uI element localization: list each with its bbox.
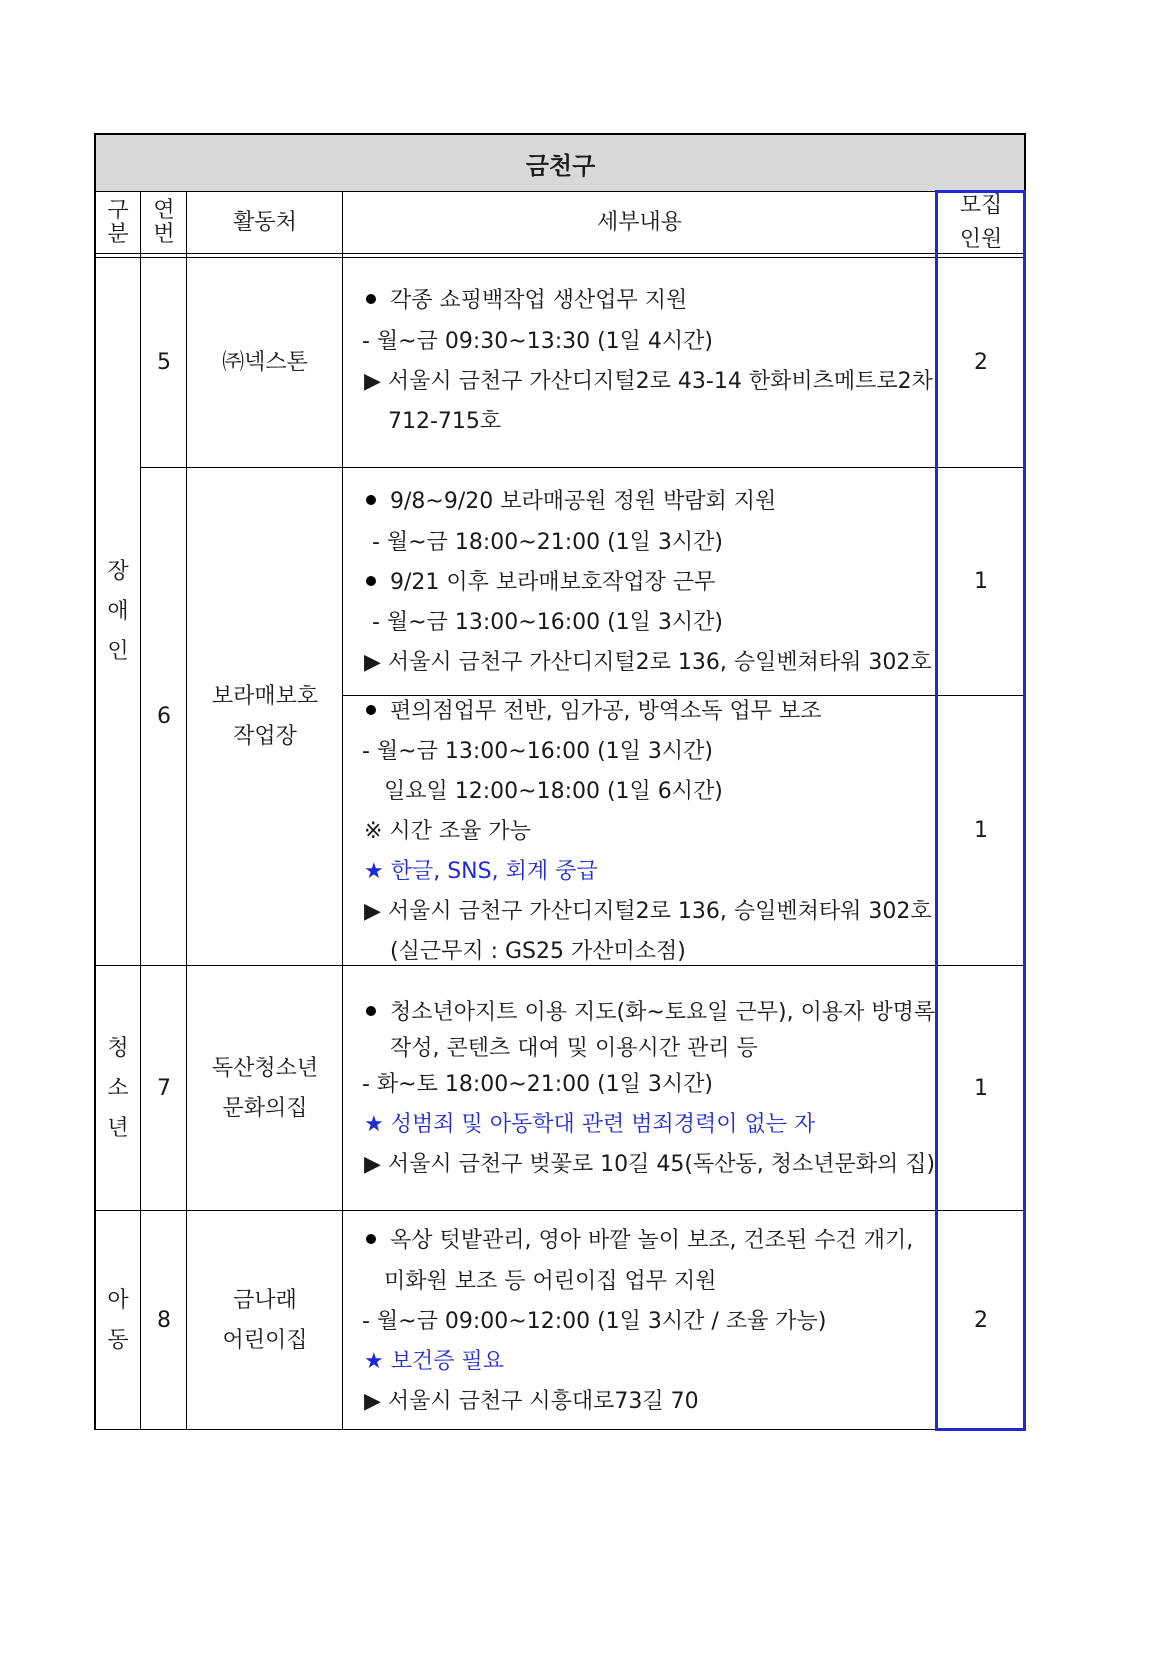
table-title-text: 금천구 xyxy=(525,151,596,180)
row6a-count xyxy=(938,469,1024,695)
row6-number xyxy=(142,469,186,965)
row6a-line-4: - 월~금 13:00~16:00 (1일 3시간) xyxy=(372,610,723,635)
header-recruit xyxy=(938,193,1024,253)
row6a-line-2: - 월~금 18:00~21:00 (1일 3시간) xyxy=(372,530,723,555)
row8-count xyxy=(938,1212,1024,1429)
row7-place-line2: 문화의집 xyxy=(222,1095,308,1121)
row8-count-text: 2 xyxy=(974,1307,988,1333)
row8-place xyxy=(188,1212,342,1429)
row8-place-line1: 금나래 xyxy=(233,1287,297,1313)
row8-place-line2: 어린이집 xyxy=(222,1327,308,1353)
row5-place xyxy=(188,259,342,467)
category-cell-child xyxy=(96,1212,140,1429)
row6b-line-4: ※ 시간 조율 가능 xyxy=(364,819,531,844)
rule-col-cat xyxy=(140,191,141,1430)
row6-place-line1: 보라매보호 xyxy=(211,684,319,709)
header-number xyxy=(142,193,186,253)
category-cell-disabled xyxy=(96,259,140,965)
row6a-line-1 xyxy=(366,487,776,517)
row7-line-5: ▶ 서울시 금천구 벚꽃로 10길 45(독산동, 청소년문화의 집) xyxy=(364,1152,936,1177)
header-place xyxy=(188,193,342,253)
header-details-text: 세부내용 xyxy=(596,210,682,235)
row8-number xyxy=(142,1212,186,1429)
row7-line-1 xyxy=(366,998,935,1028)
row6-place xyxy=(188,469,342,965)
rule-title-bottom xyxy=(95,191,1026,192)
row6-place-line2: 작업장 xyxy=(233,724,297,749)
rule-top xyxy=(95,133,1026,135)
row8-line-4: ★ 보건증 필요 xyxy=(364,1349,504,1374)
row7-count-text: 1 xyxy=(974,1075,988,1101)
row6a-line-5: ▶ 서울시 금천구 가산디지털2로 136, 승일벤쳐타워 302호 xyxy=(364,650,932,675)
rule-col-place xyxy=(342,191,343,1430)
row6b-line-1-text: 편의점업무 전반, 임가공, 방역소독 업무 보조 xyxy=(390,699,822,724)
row6b-line-7: (실근무지 : GS25 가산미소점) xyxy=(390,939,686,964)
row8-line-1 xyxy=(366,1226,913,1256)
header-category-text: 구분 xyxy=(107,198,129,247)
bullet-icon xyxy=(366,1006,376,1016)
row6b-line-1 xyxy=(366,697,822,727)
rule-header-bottom-2 xyxy=(95,257,1026,258)
row5-number-text: 5 xyxy=(157,350,171,375)
category-child-text: 아동 xyxy=(107,1287,129,1353)
rule-row5-bottom xyxy=(141,467,1026,468)
row5-line-3: ▶ 서울시 금천구 가산디지털2로 43-14 한화비츠메트로2차 xyxy=(364,369,933,394)
row7-line-1-text: 청소년아지트 이용 지도(화~토요일 근무), 이용자 방명록 xyxy=(390,1000,936,1025)
bullet-icon xyxy=(366,1234,376,1244)
header-place-text: 활동처 xyxy=(233,210,297,235)
row8-line-3: - 월~금 09:00~12:00 (1일 3시간 / 조율 가능) xyxy=(362,1309,827,1334)
row7-number xyxy=(142,967,186,1210)
row6b-line-3: 일요일 12:00~18:00 (1일 6시간) xyxy=(384,779,723,804)
row8-line-5: ▶ 서울시 금천구 시흥대로73길 70 xyxy=(364,1389,699,1414)
rule-group2-bottom xyxy=(95,1210,1026,1211)
row7-number-text: 7 xyxy=(157,1075,171,1101)
row5-line-1-text: 각종 쇼핑백작업 생산업무 지원 xyxy=(390,288,688,313)
row7-count xyxy=(938,967,1024,1210)
row6b-line-6: ▶ 서울시 금천구 가산디지털2로 136, 승일벤쳐타워 302호 xyxy=(364,899,932,924)
category-youth-text: 청소년 xyxy=(107,1035,129,1141)
bullet-icon xyxy=(366,576,376,586)
row6b-line-2: - 월~금 13:00~16:00 (1일 3시간) xyxy=(362,739,713,764)
row6b-count-text: 1 xyxy=(974,818,988,843)
row5-line-4: 712-715호 xyxy=(388,409,502,434)
rule-bottom xyxy=(95,1429,1026,1430)
header-number-text: 연번 xyxy=(153,198,175,247)
row7-place xyxy=(188,967,342,1210)
row8-number-text: 8 xyxy=(157,1307,171,1333)
row5-place-text: ㈜넥스톤 xyxy=(222,350,308,375)
category-cell-youth xyxy=(96,967,140,1210)
row7-place-line1: 독산청소년 xyxy=(211,1055,319,1081)
row8-line-1-text: 옥상 텃밭관리, 영아 바깥 놀이 보조, 건조된 수건 개기, xyxy=(390,1228,914,1253)
rule-row6-split xyxy=(343,695,1026,696)
row7-line-4: ★ 성범죄 및 아동학대 관련 범죄경력이 없는 자 xyxy=(364,1112,816,1137)
rule-col-num xyxy=(186,191,187,1430)
row5-count-text: 2 xyxy=(974,350,988,375)
row5-number xyxy=(142,259,186,467)
row5-count xyxy=(938,259,1024,467)
category-disabled-text: 장애인 xyxy=(107,559,129,664)
row6-number-text: 6 xyxy=(157,704,171,729)
row7-line-2: 작성, 콘텐츠 대여 및 이용시간 관리 등 xyxy=(390,1036,758,1061)
bullet-icon xyxy=(366,705,376,715)
table-title xyxy=(96,134,1025,192)
header-recruit-text: 모집 인원 xyxy=(959,193,1003,252)
row5-line-2: - 월~금 09:30~13:30 (1일 4시간) xyxy=(362,329,713,354)
row7-line-3: - 화~토 18:00~21:00 (1일 3시간) xyxy=(362,1072,713,1097)
header-details xyxy=(344,193,935,253)
row8-line-2: 미화원 보조 등 어린이집 업무 지원 xyxy=(384,1269,717,1294)
rule-header-bottom xyxy=(95,253,1026,254)
row6a-count-text: 1 xyxy=(974,569,988,594)
row5-line-1 xyxy=(366,286,687,316)
bullet-icon xyxy=(366,294,376,304)
row6a-line-1-text: 9/8~9/20 보라매공원 정원 박람회 지원 xyxy=(390,489,777,514)
row6b-line-5: ★ 한글, SNS, 회계 중급 xyxy=(364,859,598,884)
row6a-line-3-text: 9/21 이후 보라매보호작업장 근무 xyxy=(390,570,716,595)
row6b-count xyxy=(938,697,1024,965)
bullet-icon xyxy=(366,495,376,505)
row6a-line-3 xyxy=(366,568,715,598)
header-category xyxy=(96,193,140,253)
